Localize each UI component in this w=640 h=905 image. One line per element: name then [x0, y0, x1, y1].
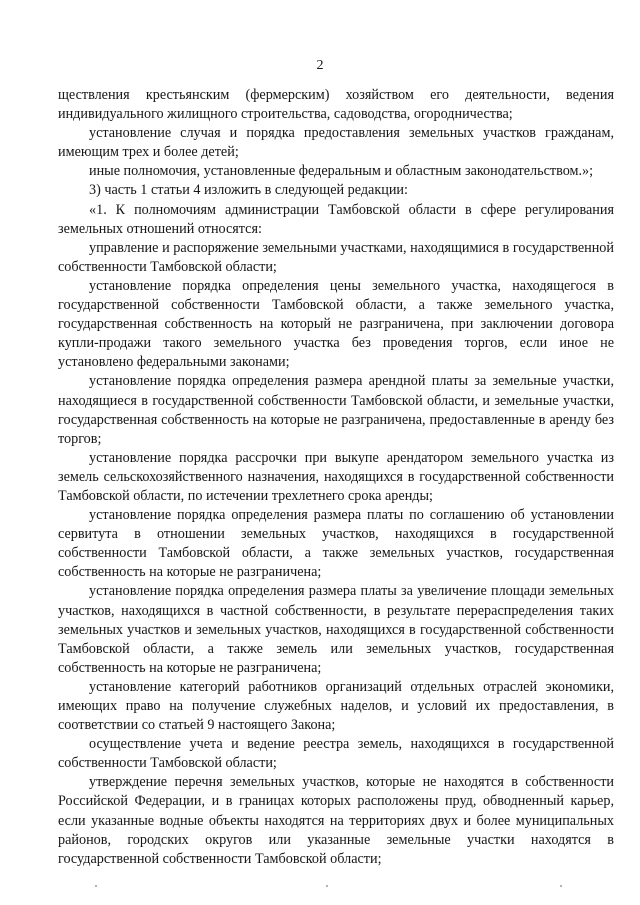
document-body [58, 86, 614, 869]
paragraph-continuation: ществления крестьянским (фермерским) хозяйством его деятельности, ведения индивидуального жилищного строительства, садоводства, огородничества; [58, 87, 614, 123]
paragraph-servitude: установление порядка определения размера платы по соглашению об установлении сервитута в отношении земельных участков, находящихся в государственной собственности Тамбовской области, а также земельных участков, государственная собственность на которые не разграничена; [58, 507, 614, 581]
paragraph-land-price: установление порядка определения цены земельного участка, находящегося в государственной собственности Тамбовской области, а также земельного участка, государственная собственность на который не разграничена, при заключении договора купли-продажи такого земельного участка без проведения торгов, если иное не установлено федеральными законами; [58, 277, 614, 371]
paragraph-area-increase: установление порядка определения размера платы за увеличение площади земельных участков, находящихся в частной собственности, в результате перераспределения таких земельных участков и земельных участков, находящихся в государственной собственности Тамбовской области, а также земель или земельных участков, государственная собственность на которые не разграничена; [58, 583, 614, 676]
paragraph-large-families: установление случая и порядка предоставления земельных участков гражданам, имеющим трех и более детей; [58, 125, 614, 161]
paragraph-ponds-list: утверждение перечня земельных участков, которые не находятся в собственности Российской Федерации, и в границах которых расположены пруд, обводненный карьер, если указанные водные объекты находятся на территориях двух и более муниципальных районов, городских округов или указанные земельные участки находятся в государственной собственности Тамбовской области; [58, 774, 614, 867]
paragraph-installment: установление порядка рассрочки при выкупе арендатором земельного участка из земель сельскохозяйственного назначения, находящихся в государственной собственности Тамбовской области, по истечении трехлетнего срока аренды; [58, 449, 614, 504]
paragraph-amendment-item-3: 3) часть 1 статьи 4 изложить в следующей редакции: [89, 182, 408, 199]
paragraph-other-powers: иные полномочия, установленные федеральным и областным законодательством.»; [89, 163, 594, 180]
scan-artifact-dots [0, 885, 640, 889]
paragraph-service-allotments: установление категорий работников организаций отдельных отраслей экономики, имеющих право на получение служебных наделов, и условий их предоставления, в соответствии со статьей 9 настоящего Закона; [58, 678, 614, 734]
scan-dot [326, 885, 328, 887]
page-number: 2 [316, 58, 324, 73]
paragraph-rent: установление порядка определения размера арендной платы за земельные участки, находящиеся в государственной собственности Тамбовской области, и земельные участки, государственная собственность на которые не разграничена, предоставленные в аренду без торгов; [58, 373, 614, 447]
paragraph-land-registry: осуществление учета и ведение реестра земель, находящихся в государственной собственности Тамбовской области; [58, 736, 614, 772]
scan-dot [95, 885, 97, 887]
scan-dot [560, 885, 562, 887]
paragraph-land-management: управление и распоряжение земельными участками, находящимися в государственной собственности Тамбовской области; [58, 239, 614, 275]
paragraph-article-4-part-1: «1. К полномочиям администрации Тамбовской области в сфере регулирования земельных отношений относятся: [58, 201, 614, 237]
